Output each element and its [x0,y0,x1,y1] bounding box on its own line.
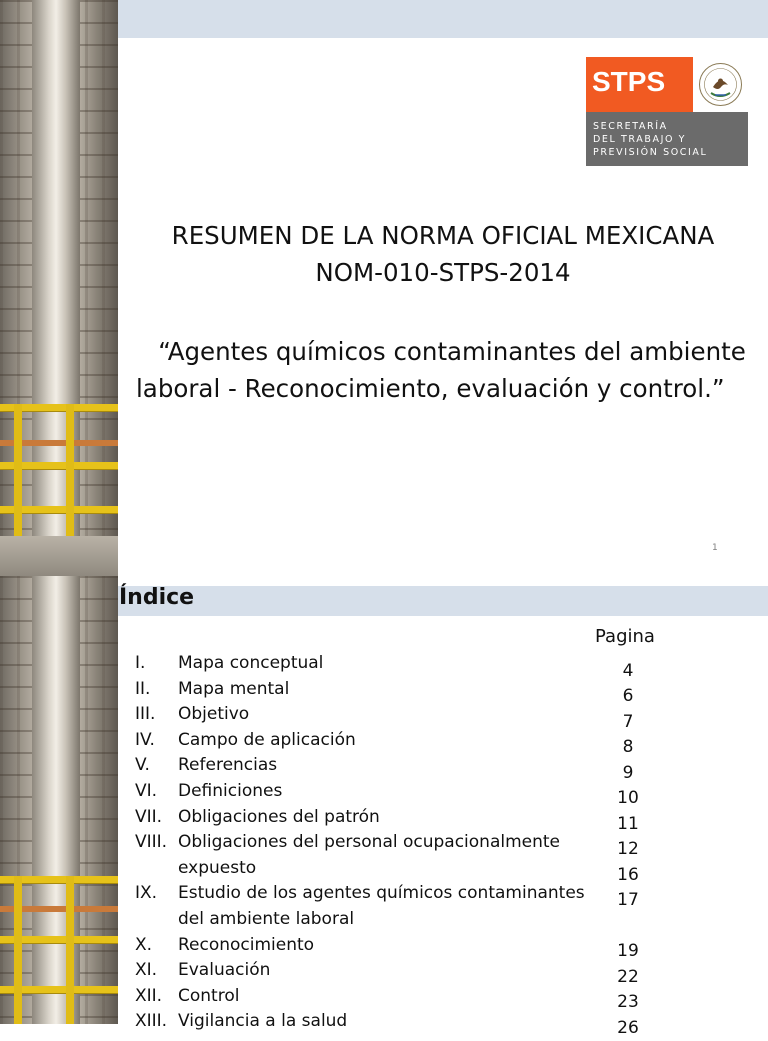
mexico-seal-icon [693,57,748,112]
index-item-label: Campo de aplicación [178,729,356,750]
index-item-label: Control [178,985,240,1006]
index-item [0,805,600,830]
index-item [0,984,600,1009]
index-page-number: 10 [617,788,639,808]
cover-title-line-1: RESUMEN DE LA NORMA OFICIAL MEXICANA [171,221,715,250]
index-item-label: Mapa conceptual [178,653,324,673]
index-item [0,753,600,778]
logo-line-3: PREVISIÓN SOCIAL [593,147,708,158]
index-item [0,830,600,855]
index-item-number: IV. [135,729,155,750]
index-page-number: 4 [622,661,634,681]
index-page-number: 9 [622,763,634,783]
index-item-label: Estudio de los agentes químicos contaminantes [178,883,585,904]
index-page-number: 23 [617,992,639,1012]
index-item [0,702,600,727]
index-item [0,1009,600,1034]
index-item-number: XIII. [135,1011,168,1032]
index-title: Índice [119,585,195,610]
index-item [0,677,600,702]
index-item [0,651,600,676]
index-item-label: Referencias [178,755,278,776]
header-bar [118,0,768,38]
index-page-number: 22 [617,967,639,987]
index-item-label: Definiciones [178,781,283,801]
index-item-number: XII. [135,985,163,1006]
index-item [0,907,600,932]
index-item-number: II. [135,678,151,699]
index-page-number: 17 [617,890,639,910]
index-item-number: VIII. [135,832,168,853]
index-item-label: Evaluación [178,960,271,981]
index-item-number: XI. [135,960,158,981]
index-item [0,856,600,881]
logo-line-2: DEL TRABAJO Y [593,134,687,145]
index-item [0,779,600,804]
stps-logo [586,57,748,166]
cover-title-line-2: NOM-010-STPS-2014 [315,258,571,287]
index-item-number: VII. [135,806,163,827]
index-item [0,881,600,906]
pagina-label: Pagina [595,626,655,647]
index-page-number: 7 [622,712,634,732]
cover-subtitle-line-1: “Agentes químicos contaminantes del ambiente [158,337,746,366]
index-item-label: Objetivo [178,704,250,725]
index-item-number: III. [135,704,156,725]
logo-line-1: SECRETARÍA [593,121,668,132]
index-item-number: V. [135,755,150,776]
index-item-label: del ambiente laboral [178,909,355,929]
index-item [0,728,600,753]
cover-subtitle-line-2: laboral - Reconocimiento, evaluación y control.” [136,374,725,403]
index-item-label: expuesto [178,857,257,878]
index-item-number: IX. [135,883,158,904]
index-item [0,933,600,958]
index-page-number: 16 [617,865,639,885]
index-page-number: 8 [622,737,634,757]
index-item [0,958,600,983]
index-page-number: 12 [617,839,639,859]
index-page-number: 26 [617,1018,639,1038]
slide-number: 1 [712,543,718,553]
index-item-number: X. [135,934,153,955]
index-page-number: 6 [622,686,634,706]
index-page-number: 19 [617,941,639,961]
index-header-bar [118,586,768,616]
index-slide [0,576,768,1038]
logo-brand: STPS [592,66,666,97]
index-page-number: 11 [617,814,639,834]
index-item-label: Mapa mental [178,678,290,699]
index-item-label: Obligaciones del patrón [178,806,380,827]
index-item-label: Obligaciones del personal ocupacionalmente [178,832,561,853]
index-item-label: Reconocimiento [178,934,315,955]
index-item-number: VI. [135,781,158,801]
index-item-label: Vigilancia a la salud [178,1011,348,1032]
index-item-number: I. [135,653,146,673]
refinery-photo [0,0,118,576]
